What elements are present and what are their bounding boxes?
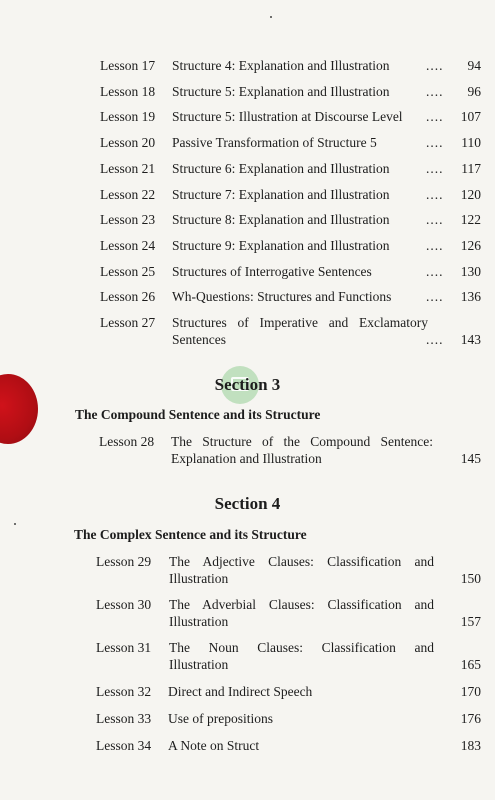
section-4-heading: Section 4 [214,494,281,513]
lesson-number: Lesson 31 [96,640,152,655]
lesson-number: Lesson 32 [96,684,152,699]
leader-dots: .... [426,160,444,176]
page-number: 122 [460,212,481,228]
leader-dots: .... [426,212,444,228]
page-number: 176 [460,711,481,726]
lesson-number: Lesson 28 [99,434,155,449]
page-number: 183 [460,738,481,753]
speck [14,523,16,525]
lesson-title: The Adjective Clauses: Classification and [169,554,434,569]
lesson-number: Lesson 30 [96,597,152,612]
lesson-title-continued: Explanation and Illustration [171,451,322,466]
speck [270,16,272,18]
page-number: 150 [460,571,481,586]
page-number: 107 [460,109,481,125]
page-number: 130 [460,263,481,279]
lesson-title-continued: Illustration [169,571,229,586]
lesson-title-continued: Illustration [169,614,229,629]
lesson-title: Passive Transformation of Structure 5 [172,135,377,151]
lesson-title-continued: Illustration [169,657,229,672]
lesson-number: Lesson 24 [100,237,156,253]
page-number: 165 [460,657,481,672]
page-number: 96 [467,83,481,99]
lesson-title: Structure 6: Explanation and Illustration [172,160,390,176]
lesson-title: Structures of Imperative and Exclamatory [172,315,428,330]
leader-dots: .... [426,135,444,151]
page-number: 120 [460,186,481,202]
lesson-number: Lesson 29 [96,554,152,569]
lesson-title: The Adverbial Clauses: Classification and [169,597,434,612]
lesson-number: Lesson 23 [100,212,156,228]
leader-dots: .... [426,109,444,125]
lesson-title: Structure 8: Explanation and Illustration [172,212,390,228]
page-number: 126 [460,237,481,253]
leader-dots: .... [426,83,444,99]
lesson-title: Structures of Interrogative Sentences [172,263,372,279]
lesson-number: Lesson 34 [96,738,152,753]
lesson-number: Lesson 21 [100,160,156,176]
page-number: 94 [467,58,481,73]
lesson-number: Lesson 26 [100,289,156,305]
lesson-title: Structure 7: Explanation and Illustration [172,186,390,202]
lesson-number: Lesson 17 [100,58,156,73]
section-3-subheading: The Compound Sentence and its Structure [75,407,321,422]
lesson-number: Lesson 25 [100,263,156,279]
lesson-title: Structure 9: Explanation and Illustration [172,237,390,253]
lesson-number: Lesson 22 [100,186,156,202]
lesson-title: Direct and Indirect Speech [168,684,313,699]
lesson-title: Wh-Questions: Structures and Functions [172,289,392,305]
page-number: 145 [460,451,481,466]
leader-dots: .... [426,58,444,73]
leader-dots: .... [426,186,444,202]
lesson-number: Lesson 27 [100,315,156,330]
page-number: 157 [460,614,481,629]
page-number: 136 [460,289,481,305]
lesson-number: Lesson 18 [100,83,156,99]
lesson-number: Lesson 19 [100,109,156,125]
leader-dots: .... [426,332,444,347]
lesson-title: Structure 4: Explanation and Illustration [172,58,390,73]
page-number: 117 [461,160,481,176]
lesson-title: The Noun Clauses: Classification and [169,640,434,655]
lesson-title: Structure 5: Illustration at Discourse Level [172,109,403,125]
lesson-title-continued: Sentences [172,332,226,347]
section-3-heading: Section 3 [214,375,281,394]
lesson-number: Lesson 20 [100,135,156,151]
page-number: 143 [460,332,481,347]
lesson-number: Lesson 33 [96,711,152,726]
lesson-title: Structure 5: Explanation and Illustration [172,83,390,99]
lesson-title: A Note on Struct [168,738,260,753]
lesson-title: The Structure of the Compound Sentence: [171,434,433,449]
leader-dots: .... [426,289,444,305]
page-number: 170 [460,684,481,699]
lesson-title: Use of prepositions [168,711,273,726]
leader-dots: .... [426,263,444,279]
page-number: 110 [461,135,481,151]
leader-dots: .... [426,237,444,253]
section-4-subheading: The Complex Sentence and its Structure [74,527,307,542]
